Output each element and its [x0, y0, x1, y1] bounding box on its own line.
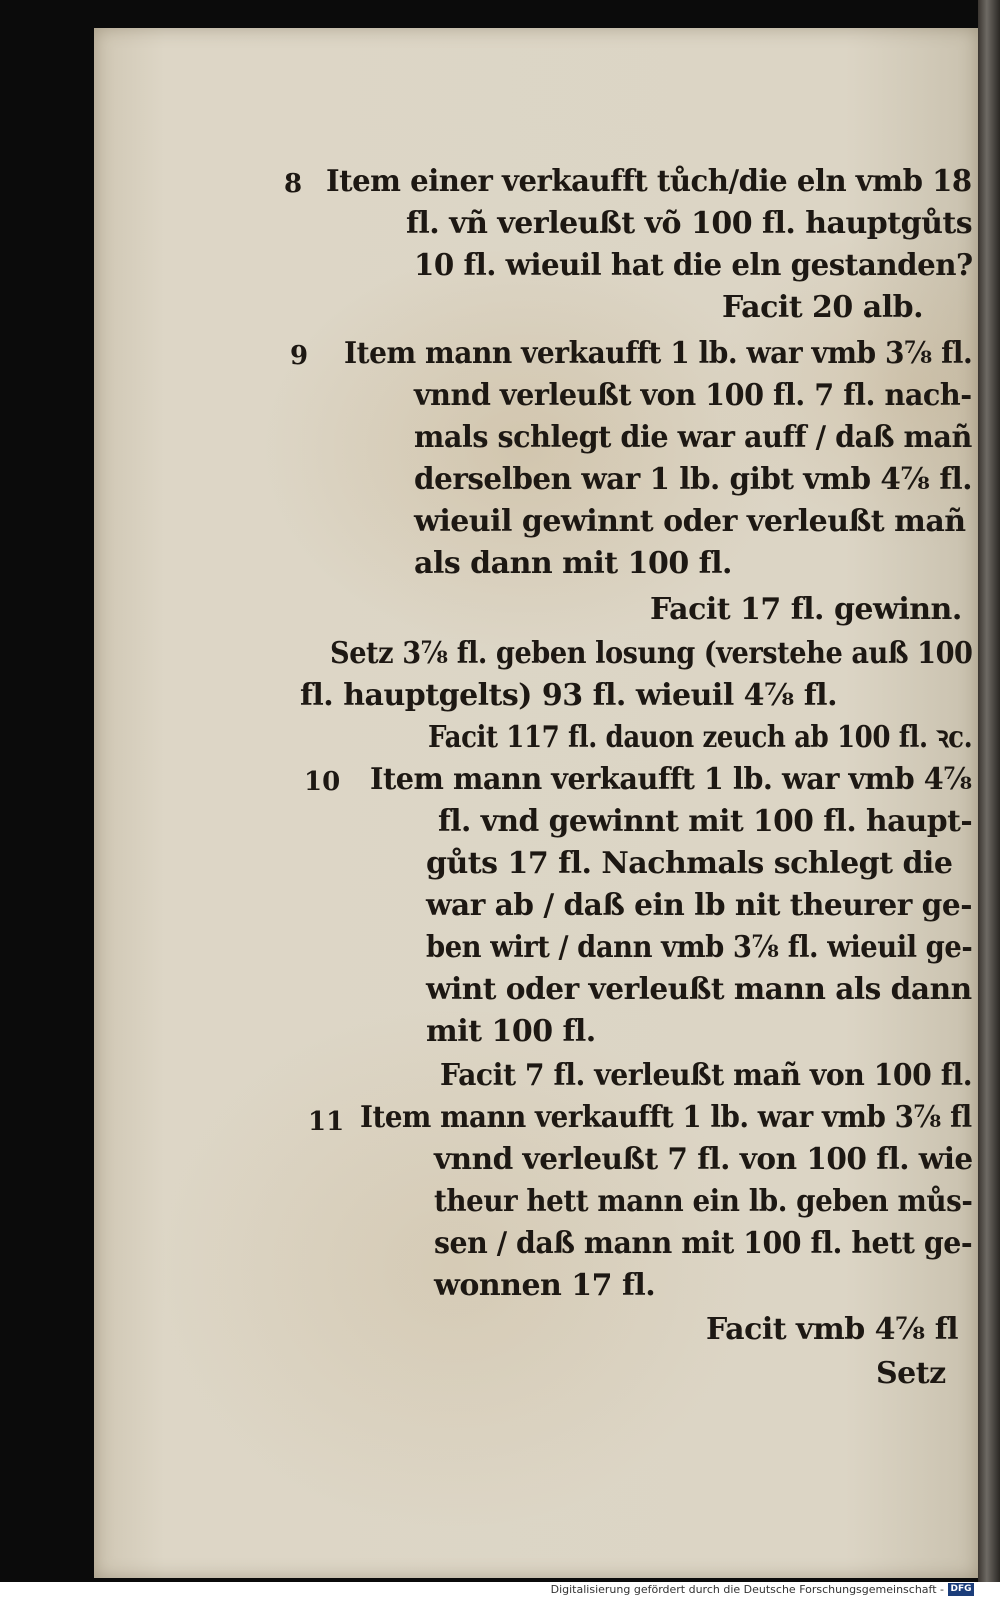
- problem-number: 11: [308, 1107, 345, 1137]
- text-line: derselben war 1 lb. gibt vmb 4⁷⁄₈ fl.: [414, 462, 972, 497]
- text-line: fl. vnd gewinnt mit 100 fl. haupt-: [438, 804, 973, 839]
- text-line: mit 100 fl.: [426, 1014, 596, 1049]
- problem-number: 8: [284, 169, 303, 199]
- footer-credit: Digitalisierung gefördert durch die Deutsche Forschungsgemeinschaft -: [550, 1583, 944, 1596]
- text-line: fl. hauptgelts) 93 fl. wieuil 4⁷⁄₈ fl.: [300, 678, 838, 713]
- problem-number: 9: [290, 341, 309, 371]
- book-page: [94, 28, 978, 1578]
- book-spine-edge: [978, 0, 1000, 1582]
- text-line: theur hett mann ein lb. geben můs-: [434, 1184, 973, 1219]
- text-line: mals schlegt die war auff / daß mañ: [414, 420, 972, 455]
- text-line: vnnd verleußt 7 fl. von 100 fl. wie: [434, 1142, 973, 1177]
- text-line: wint oder verleußt mann als dann: [426, 972, 972, 1007]
- text-line: Item mann verkaufft 1 lb. war vmb 3⁷⁄₈ fl.: [344, 336, 973, 371]
- text-line: fl. vñ verleußt võ 100 fl. hauptgůts: [406, 206, 973, 241]
- text-line: wonnen 17 fl.: [434, 1268, 656, 1303]
- text-line: Item mann verkaufft 1 lb. war vmb 3⁷⁄₈ fl: [360, 1100, 972, 1135]
- text-line: gůts 17 fl. Nachmals schlegt die: [426, 846, 953, 881]
- catchword: Setz: [876, 1356, 946, 1391]
- dfg-logo: DFG: [948, 1583, 974, 1596]
- text-line: ben wirt / dann vmb 3⁷⁄₈ fl. wieuil ge-: [426, 930, 973, 965]
- text-line: Setz 3⁷⁄₈ fl. geben losung (verstehe auß 100: [330, 636, 973, 671]
- facit-line: Facit 7 fl. verleußt mañ von 100 fl.: [440, 1058, 973, 1093]
- facit-line: Facit 20 alb.: [722, 290, 924, 325]
- problem-number: 10: [304, 767, 341, 797]
- facit-line: Facit vmb 4⁷⁄₈ fl: [706, 1312, 959, 1347]
- digitization-footer: [0, 1582, 1000, 1599]
- text-line: vnnd verleußt von 100 fl. 7 fl. nach-: [414, 378, 972, 413]
- text-line: Item einer verkaufft tůch/die eln vmb 18: [326, 164, 972, 199]
- text-line: wieuil gewinnt oder verleußt mañ: [414, 504, 966, 539]
- text-line: sen / daß mann mit 100 fl. hett ge-: [434, 1226, 973, 1261]
- facit-line: Facit 17 fl. gewinn.: [650, 592, 962, 627]
- text-line: 10 fl. wieuil hat die eln gestanden?: [414, 248, 973, 283]
- text-line: Item mann verkaufft 1 lb. war vmb 4⁷⁄₈: [370, 762, 972, 797]
- text-line: war ab / daß ein lb nit theurer ge-: [426, 888, 973, 923]
- facit-line: Facit 117 fl. dauon zeuch ab 100 fl. ꝛc.: [428, 720, 973, 755]
- text-line: als dann mit 100 fl.: [414, 546, 732, 581]
